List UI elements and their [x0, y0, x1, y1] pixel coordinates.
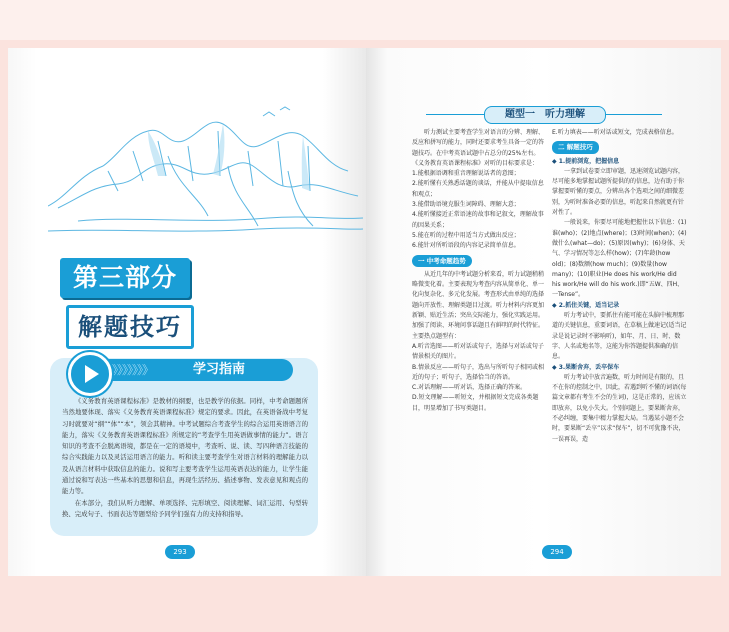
study-guide-title: 学习指南: [193, 362, 246, 377]
play-icon: [68, 352, 112, 396]
part-label: 第三部分: [72, 263, 177, 292]
question-type-item: D.短文理解——听短文，并根据短文完成各类题目，明显增加了书写类题目。: [412, 394, 539, 412]
skill-text: 一拿到试卷要立即审题，迅速浏览试题内容，尽可能多地掌握试题所提供的的信息，边有助于你掌握要听懂的要点，分辨出各个选项之间的细微差别，为听时准备必要的信息，听起来自然就更有针对性了。: [552, 167, 685, 217]
skills-section-label: 二 解题技巧: [552, 141, 599, 153]
page-number: 293: [165, 545, 195, 559]
mountain-illustration: [48, 96, 363, 246]
goal-item: 1.能根据语调和重音理解说话者的意图；: [412, 170, 520, 178]
top-band: [0, 0, 729, 40]
left-page: [8, 48, 366, 576]
question-type-item: E.听力填表——听对话或短文，完成表格信息。: [552, 129, 678, 136]
text-column-left: [412, 128, 545, 414]
chevrons-decoration: 》》》》》》》: [112, 363, 154, 377]
goal-item: 3.能借助语境克服生词障碍、理解大意；: [412, 201, 520, 209]
header-rule-right: [604, 114, 662, 115]
trend-text: 从近几年的中考试题分析来看，听力试题稍稍略微变化着。主要表现为考查内容从简单化、单一化向复杂化、多元化发展。考查形式由单纯的选择题向开放性、理解类题目过渡。听力材料内容更加新颖、贴近生活；突出交际能力，强化实践运用。加强了阅读、环境问事话题且有鲜明的时代特征。主要热点题型有：: [412, 270, 545, 340]
open-book: [8, 48, 721, 576]
guide-paragraph: 在本部分，我们从听力理解、单项选择、完形填空、阅读理解、词汇运用、句型转换、完成句子、书面表达等题型给予同学们强有力的支持和指导。: [62, 498, 308, 518]
goal-item: 6.能针对所听语段的内容记录简单信息。: [412, 242, 520, 250]
question-type-item: B.情景反应——听句子，选出与所听句子相同或相近的句子；听句子，选择恰当的答语。: [412, 363, 545, 381]
study-guide-panel: [50, 358, 318, 536]
right-page: [366, 48, 721, 576]
skill-title: ◆ 2.抓住关键，适当记录: [552, 301, 620, 309]
skill-title: ◆ 1.提前浏览，把握信息: [552, 157, 620, 165]
page-number: 294: [542, 545, 572, 559]
trend-section-label: 一 中考命题趋势: [412, 255, 472, 267]
study-guide-bar: [98, 359, 293, 381]
skill-title: ◆ 3.果断舍弃，丢卒保车: [552, 363, 620, 371]
header-rule-left: [426, 114, 484, 115]
goal-item: 5.能在听的过程中用适当方式做出反应；: [412, 231, 520, 239]
guide-paragraph: 《义务教育英语课程标准》是教材的纲要，也是教学的依据。同样，中考命题题所当然地要体现、落实《义务教育英语课程标准》规定的要求。因此，在英语备战中考复习时就要对“纲”“体”“本”，领会其精神。中考试题综合考查学生的综合运用英语语言的能力，落实《义务教育英语课程标准》所规定的“考查学生用英语做事情的能力”。语言知识的考查不会脱离语境，都是在一定的语境中，考查听、说、读、写四种语言技能的综合实践能力以及灵活运用语言的能力。听和读主要考查学生对语言材料的理解能力以及从语言材料中获取信息的能力。说和写主要考查学生运用英语表达的能力，让学生能通过说和写表达一些基本的思想和信息，再现生活经历、描述事物、发表意见和观点的能力等。: [62, 397, 308, 496]
section-header-box: [484, 106, 606, 124]
skill-text: 听力考试中放音遍数，听力时间是有限的，且不在你的控制之中，因此，若遇到听不懂的词语(每篇文章都有考生不会的生词)，这是正常的，应该立即放弃，以免小失大。个别问题上，要果断舍弃，不必纠缠，要集中精力掌握大局。当遇某小题不会时，要果断“丢卒”以求“保车”，切不可犹豫不决，一误再误，造: [552, 373, 687, 443]
goal-item: 4.能听懂接近正常语速的故事和记叙文，理解故事的因果关系；: [412, 211, 544, 229]
question-type-item: C.对话理解——听对话，选择正确的答案。: [412, 384, 527, 392]
subtitle-box: [66, 305, 194, 349]
study-guide-header: [68, 352, 293, 384]
section-header: 题型一 听力理解: [505, 109, 585, 120]
part-label-box: [60, 258, 190, 298]
subtitle: 解题技巧: [78, 312, 182, 341]
study-guide-body: [62, 396, 308, 520]
skill-text: 听力考试中，要抓住有能可能在头脑中梳理那道的关键信息，重要词语，在草稿上做速记(适当记录是说记录时不影响听)，如年、月、日、时、数字、人名或地名等，这能为你答题提供准确的信息。: [552, 312, 687, 361]
text-column-right: [552, 128, 687, 445]
goal-item: 2.能听懂有关熟悉话题的谈话，并能从中提取信息和观点；: [412, 180, 544, 198]
intro-text: 听力测试主要考查学生对语言的分辨、理解、反应和拼写的能力，同时还要求考生具备一定的答题技巧。在中考英语试题中占总分的25%左右。《义务教育英语课程标准》对听的目标要求是：: [412, 129, 545, 167]
question-type-item: A.听音选图——听对话或句子，选择与对话或句子情景相关的图片。: [412, 342, 544, 361]
skill-text: 一般说来，你要尽可能地把握住以下信息：(1)谁(who)；(2)地点(where)；(3)时间(when)；(4)做什么(what—do)；(5)原因(why)；(6)身体、天气、学习情况等怎么样(how)；(7)年龄(how old)；(8)数额(how much)；(9)数量(how many)；(10)职业(He does his work/He did his work/He will do his work.)即“五W、四H、一Tense”。: [552, 219, 687, 299]
